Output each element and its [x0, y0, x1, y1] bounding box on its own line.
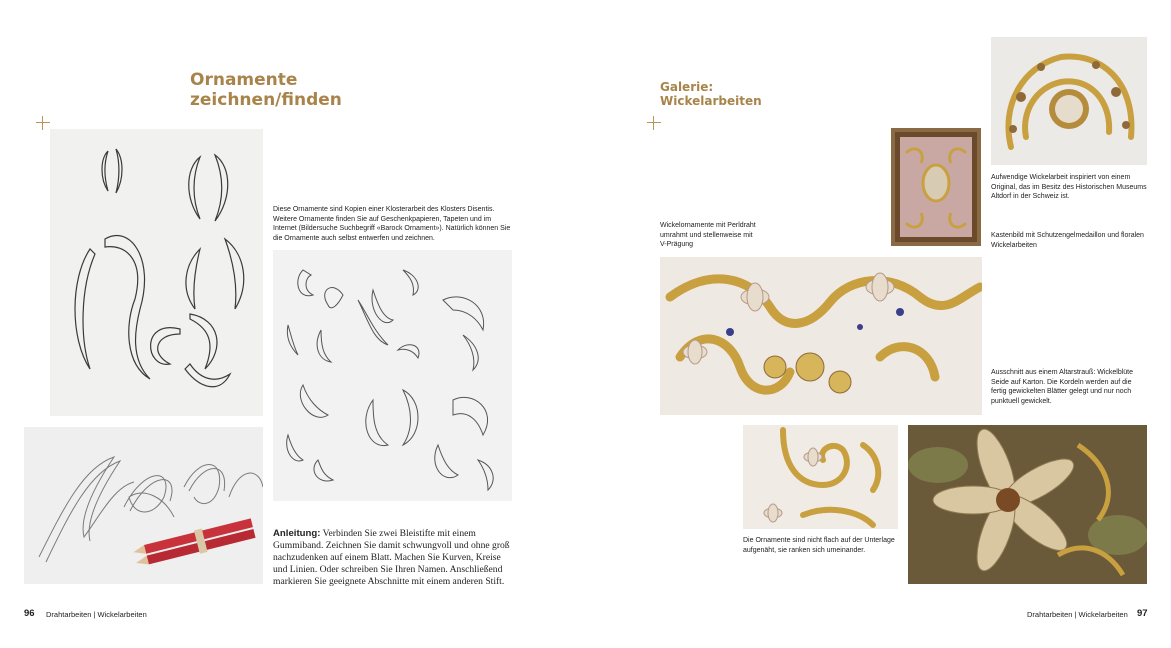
caption-flat: Die Ornamente sind nicht flach auf der Unterlage aufgenäht, sie ranken sich umeinander. [743, 537, 895, 554]
left-title-line1: Ornamente [190, 70, 298, 90]
caption-box: Kastenbild mit Schutzengelmedaillon und floralen Wickelarbeiten [991, 232, 1144, 249]
pencil-drawing-photo [24, 427, 263, 584]
framed-box-photo [891, 128, 981, 246]
right-running-footer: Drahtarbeiten | Wickelarbeiten [1027, 610, 1128, 619]
left-page-number: 96 [24, 608, 35, 619]
right-page-number: 97 [1137, 608, 1148, 619]
caption-wickel: Wickelornamente mit Perldraht umrahmt und stellenweise mit V-Prägung [660, 222, 756, 249]
instruction-paragraph [273, 528, 513, 588]
instruction-text: Verbinden Sie zwei Bleistifte mit einem Gummiband. Zeichnen Sie damit schwungvoll und ohne groß nachzudenken auf einem Blatt. Machen Sie Kurven, Kreise und Linien. Oder schreiben Sie Ihren Namen. Anschließend markieren Sie geeignete Abschnitte mit einem anderen Stift. [273, 528, 510, 587]
right-title-line1: Galerie: [660, 80, 714, 94]
instruction-label: Anleitung: [273, 528, 321, 539]
gold-ornament-wide-photo [660, 257, 982, 415]
ornament-copies-photo [273, 250, 512, 501]
right-title-line2: Wickelarbeiten [660, 94, 762, 108]
intro-paragraph: Diese Ornamente sind Kopien einer Klosterarbeit des Klosters Disentis. Weitere Ornamente finden Sie auf Geschenkpapieren, Tapeten und im Internet (Bildersuche Suchbegriff «Barock Ornament»). Natürlich können Sie die Ornamente auch selbst entwerfen und zeichnen. [273, 206, 511, 242]
caption-wreath: Aufwendige Wickelarbeit inspiriert von einem Original, das im Besitz des Historischen Museums Altdorf in der Schweiz ist. [991, 174, 1147, 201]
gold-flower-closeup-photo [908, 425, 1147, 584]
gold-wreath-photo [991, 37, 1147, 165]
crosshair-mark-icon [647, 116, 661, 130]
ornament-sketch-photo [50, 129, 263, 416]
left-running-footer: Drahtarbeiten | Wickelarbeiten [46, 610, 147, 619]
left-page-title [190, 70, 342, 110]
caption-altar: Ausschnitt aus einem Altarstrauß: Wickelblüte Seide auf Karton. Die Kordeln werden auf die fertig gewickelten Blätter gelegt und nur noch punktuell gewickelt. [991, 369, 1134, 405]
left-title-line2: zeichnen/finden [190, 90, 342, 110]
right-page-title [660, 80, 762, 108]
gold-ornament-small-photo [743, 425, 898, 529]
crosshair-mark-icon [36, 116, 50, 130]
